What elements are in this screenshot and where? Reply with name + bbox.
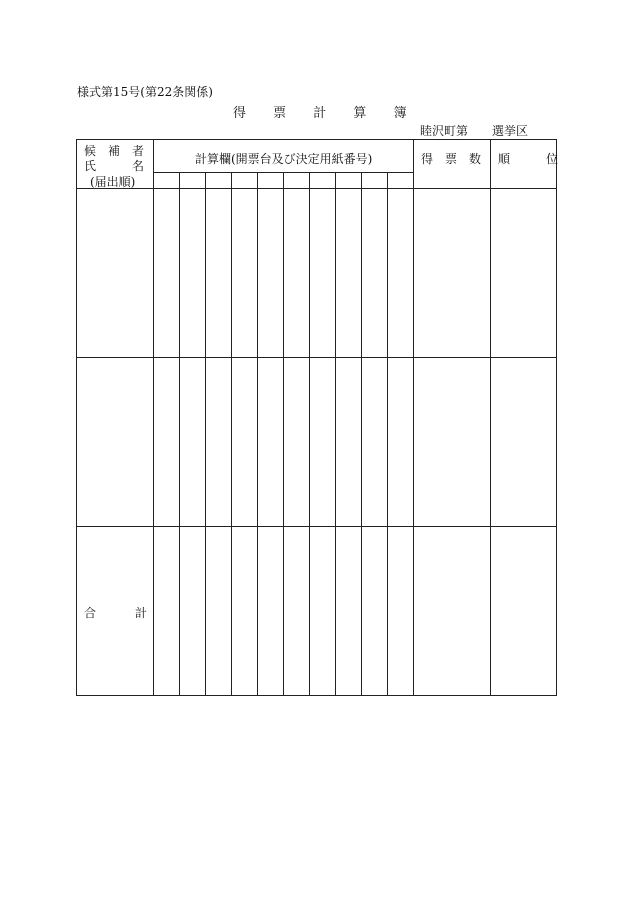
title-char: 算: [353, 106, 367, 121]
title-char: 簿: [393, 106, 407, 121]
table-line: [179, 172, 180, 696]
table-line: [231, 172, 232, 696]
table-line: [413, 139, 414, 696]
table-line: [361, 172, 362, 696]
total-label-left: 合: [84, 606, 97, 620]
district-line: [420, 122, 528, 139]
table-border-right: [556, 139, 557, 696]
table-line: [257, 172, 258, 696]
table-border-bottom: [76, 695, 557, 696]
votes-column-header: 得 票 数: [421, 152, 482, 166]
candidate-header-line2: 氏 名: [84, 159, 145, 173]
document-title: [233, 102, 407, 121]
title-char: 計: [313, 106, 327, 121]
calculation-column-header: 計算欄(開票台及び決定用紙番号): [195, 152, 373, 166]
table-line: [309, 172, 310, 696]
table-border-top: [76, 139, 557, 140]
table-line: [76, 357, 557, 358]
district-prefix: 睦沢町第: [420, 124, 469, 138]
table-line: [76, 188, 557, 189]
total-label-right: 計: [135, 606, 148, 620]
form-number-label: 様式第15号(第22条関係): [77, 85, 213, 99]
table-line: [490, 139, 491, 696]
candidate-header-line1: 候 補 者: [84, 144, 145, 158]
table-line: [205, 172, 206, 696]
title-char: 票: [273, 106, 287, 121]
rank-column-header: 順 位: [498, 152, 559, 166]
district-suffix: 選挙区: [492, 124, 529, 138]
vote-calculation-table: [76, 139, 557, 696]
table-line: [283, 172, 284, 696]
candidate-header-line3: (届出順): [90, 175, 136, 189]
table-line: [76, 526, 557, 527]
table-line: [387, 172, 388, 696]
table-line: [153, 139, 154, 696]
table-line: [335, 172, 336, 696]
table-border-left: [76, 139, 77, 696]
title-char: 得: [233, 106, 247, 121]
